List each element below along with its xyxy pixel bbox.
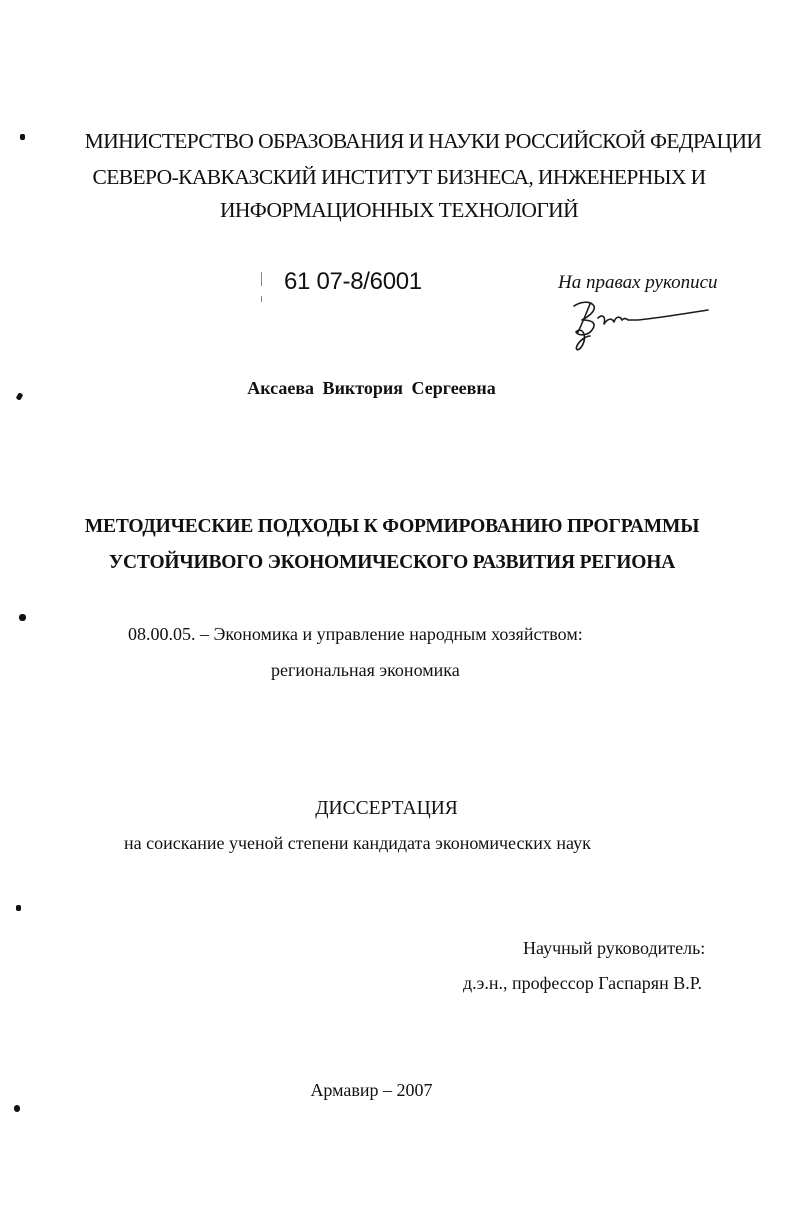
specialty-line1: 08.00.05. – Экономика и управление народным хозяйством: bbox=[128, 624, 583, 644]
supervisor-name: д.э.н., профессор Гаспарян В.Р. bbox=[463, 973, 702, 993]
dissertation-title-line2: УСТОЙЧИВОГО ЭКОНОМИЧЕСКОГО РАЗВИТИЯ РЕГИОНА bbox=[108, 552, 676, 573]
specialty-line2: региональная экономика bbox=[271, 660, 460, 680]
institute-heading-line2: ИНФОРМАЦИОННЫХ ТЕХНОЛОГИЙ bbox=[219, 198, 579, 222]
institute-heading-line1: СЕВЕРО-КАВКАЗСКИЙ ИНСТИТУТ БИЗНЕСА, ИНЖЕНЕРНЫХ И bbox=[92, 165, 706, 189]
registration-number: 61 07-8/6001 bbox=[284, 268, 422, 295]
supervisor-label: Научный руководитель: bbox=[523, 938, 706, 958]
signature-image bbox=[568, 296, 713, 358]
dissertation-title-line1: МЕТОДИЧЕСКИЕ ПОДХОДЫ К ФОРМИРОВАНИЮ ПРОГРАММЫ bbox=[84, 516, 700, 537]
manuscript-rights: На правах рукописи bbox=[558, 272, 718, 293]
document-type: ДИССЕРТАЦИЯ bbox=[315, 798, 458, 819]
scan-mark bbox=[19, 614, 26, 621]
place-year: Армавир – 2007 bbox=[310, 1080, 433, 1100]
scan-mark bbox=[14, 1105, 20, 1112]
stamp-tick bbox=[261, 296, 262, 302]
ministry-heading: МИНИСТЕРСТВО ОБРАЗОВАНИЯ И НАУКИ РОССИЙСКОЙ ФЕДРАЦИИ bbox=[84, 129, 762, 153]
author-name: Аксаева Виктория Сергеевна bbox=[247, 378, 496, 398]
stamp-tick bbox=[261, 272, 262, 286]
degree-statement: на соискание ученой степени кандидата экономических наук bbox=[124, 833, 591, 853]
scan-mark bbox=[16, 905, 21, 911]
